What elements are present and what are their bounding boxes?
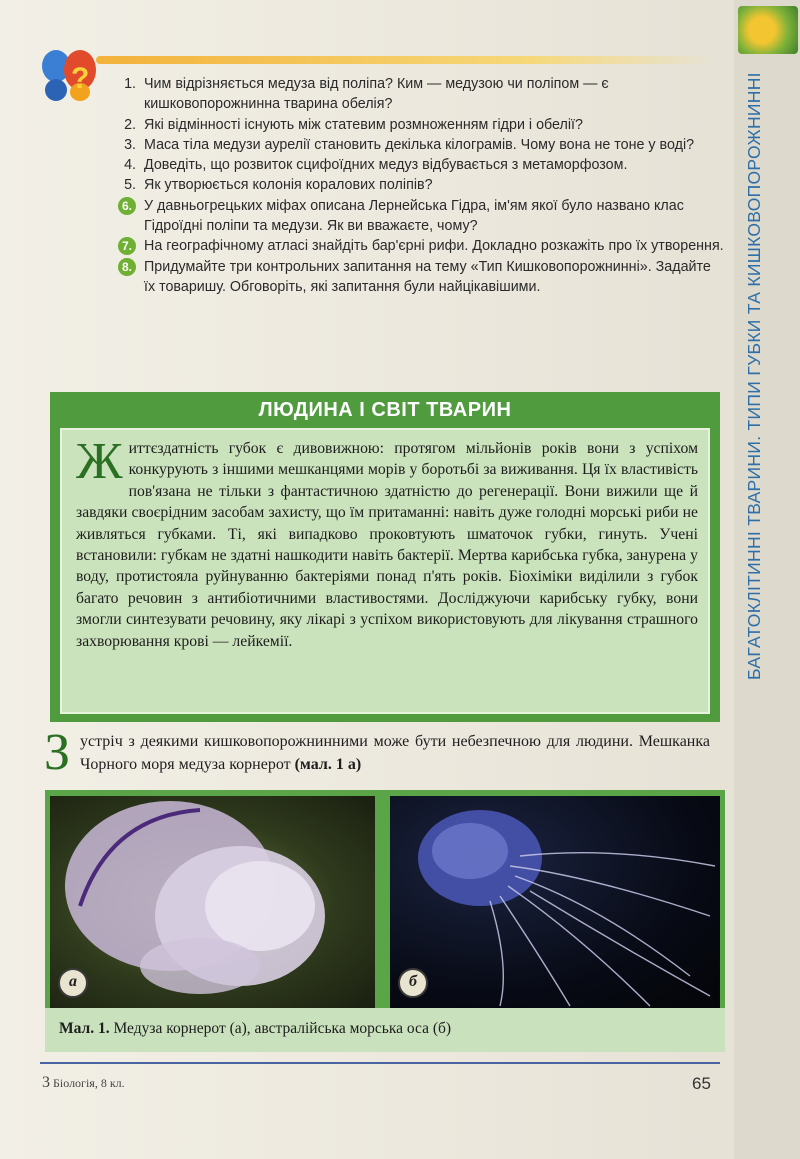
signature-number: 3	[42, 1074, 50, 1091]
body-paragraph-text: устріч з деякими кишковопорожнинними може бути небезпечною для людини. Мешканка Чорного моря медуза корнерот	[80, 733, 710, 773]
photo-jellyfish-kornerot	[50, 796, 375, 1008]
info-box-title: ЛЮДИНА І СВІТ ТВАРИН	[258, 399, 512, 421]
figure-caption	[45, 1008, 725, 1052]
question-text: Чим відрізняється медуза від поліпа? Ким — медузою чи поліпом — є кишковопорожнинна тварина обелія?	[144, 76, 609, 113]
figure-reference: (мал. 1 а)	[294, 756, 362, 773]
side-chapter-title: БАГАТОКЛІТИННІ ТВАРИНИ. ТИПИ ГУБКИ ТА КИШКОВОПОРОЖНИННІ	[744, 72, 764, 680]
question-number: 4.	[124, 157, 136, 174]
info-box	[50, 392, 720, 722]
question-number: 1.	[124, 76, 136, 92]
photo-box-jellyfish	[390, 796, 720, 1008]
question-text: Які відмінності існують між статевим розмноженням гідри і обелії?	[144, 116, 583, 133]
printer-signature	[42, 1074, 125, 1092]
question-item	[114, 155, 724, 175]
question-item	[114, 196, 724, 237]
question-item	[114, 236, 724, 256]
question-text: Як утворюється колонія коралових поліпів?	[144, 177, 433, 194]
question-item	[114, 257, 724, 298]
svg-text:?: ?	[71, 62, 90, 95]
question-item	[114, 135, 724, 155]
jellyfish-a-illustration	[50, 796, 375, 1008]
question-text: На географічному атласі знайдіть бар'єрні рифи. Докладно розкажіть про їх утворення.	[144, 238, 724, 255]
question-item	[114, 115, 724, 135]
info-box-text	[76, 433, 698, 652]
drop-cap: Ж	[76, 433, 123, 490]
photo-label-b: б	[398, 968, 428, 998]
question-text: Маса тіла медузи аурелії становить декілька кілограмів. Чому вона не тоне у воді?	[144, 136, 695, 153]
question-number-circled: 7.	[118, 237, 136, 255]
drop-cap: З	[44, 724, 71, 781]
figure	[45, 790, 725, 1052]
question-number-circled: 6.	[118, 197, 136, 215]
photo-label-a: а	[58, 968, 88, 998]
question-number-circled: 8.	[118, 258, 136, 276]
info-box-body	[60, 428, 710, 714]
figure-caption-text	[59, 1020, 451, 1038]
header-accent-line	[96, 56, 716, 64]
question-item	[114, 74, 724, 115]
question-number: 5.	[124, 177, 136, 194]
footer-divider	[40, 1062, 720, 1064]
question-number: 2.	[124, 116, 136, 133]
jellyfish-b-illustration	[390, 796, 720, 1008]
body-paragraph	[44, 724, 710, 781]
question-text: У давньогрецьких міфах описана Лернейська Гідра, ім'ям якої було названо клас Гідроїдні поліпи та медузи. Як ви вважаєте, чому?	[144, 197, 684, 235]
question-number: 3.	[124, 136, 136, 153]
caption-description: Медуза корнерот (а), австралійська морська оса (б)	[109, 1020, 452, 1037]
question-butterfly-icon	[40, 44, 98, 104]
signature-text: Біологія, 8 кл.	[53, 1076, 125, 1090]
question-item	[114, 175, 724, 195]
side-thumbnail	[738, 6, 798, 54]
page-number: 65	[692, 1074, 711, 1093]
question-text: Доведіть, що розвиток сцифоїдних медуз відбувається з метаморфозом.	[144, 157, 628, 174]
question-text: Придумайте три контрольних запитання на тему «Тип Кишковопорожнинні». Задайте їх товаришу. Обговоріть, які запитання були найцікавішими.	[144, 258, 711, 295]
caption-label: Мал. 1.	[59, 1020, 110, 1037]
questions-list	[114, 74, 724, 297]
info-box-paragraph: иттєздатність губок є дивовижною: протягом мільйонів років вони з успіхом конкурують з іншими мешканцями морів у боротьбі за виживання. Ця їх властивість пов'язана не тільки з фантастичною здатністю до регенерації. Вони вижили ще й завдяки своєрідним засобам захисту, що їм притаманні: навіть дуже голодні морські риби не живляться губками. Ті, які випадково проковтують шматочок губки, гинуть. Учені встановили: губкам не здатні нашкодити навіть бактерії. Мертва карибська губка, занурена у воду, протистояла руйнуванню бактеріями понад п'ять років. Біохіміки виділили з губок багато речовин з антибіотичними властивостями. Досліджуючи карибську губку, вони змогли синтезувати речовину, яку лікарі з успіхом використовують для лікування страшного захворювання крові — лейкемії.	[76, 440, 698, 650]
